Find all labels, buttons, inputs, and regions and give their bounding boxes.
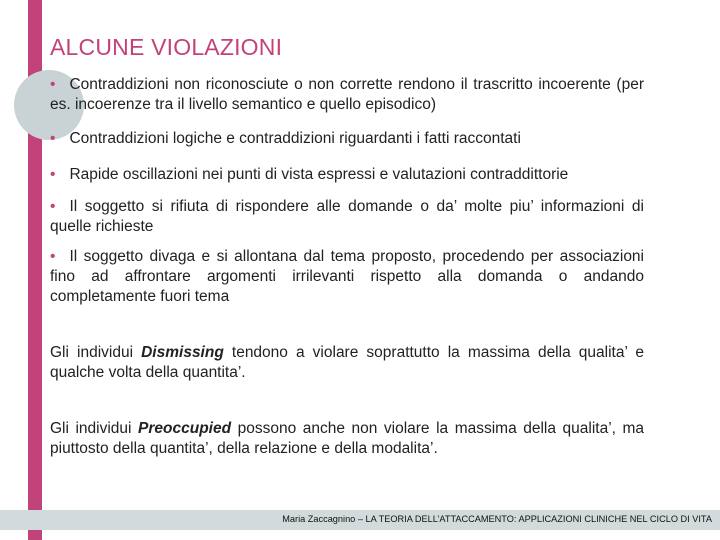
slide-content (50, 75, 644, 459)
paragraph-preoccupied (50, 419, 644, 459)
bullet-marker: • (50, 248, 56, 265)
paragraph-text: Gli individui (50, 420, 139, 437)
slide-title: ALCUNE VIOLAZIONI (50, 34, 283, 60)
emphasis-preoccupied: Preoccupied (138, 420, 232, 437)
bullet-item (50, 75, 644, 115)
bullet-marker: • (50, 198, 56, 215)
paragraph-text: Gli individui (50, 344, 142, 361)
bullet-text: Rapide oscillazioni nei punti di vista espressi e valutazioni contraddittorie (69, 166, 569, 183)
bullet-item (50, 247, 644, 307)
paragraph-dismissing (50, 343, 644, 383)
bullet-item (50, 197, 644, 237)
bullet-text: Contraddizioni non riconosciute o non corrette rendono il trascritto incoerente (per es. incoerenze tra il livello semantico e quello episodico) (50, 76, 644, 113)
bullet-text: Contraddizioni logiche e contraddizioni riguardanti i fatti raccontati (69, 130, 521, 147)
paragraph-text: possono anche non violare la massima della qualita’, ma piuttosto della quantita’, della relazione e della modalita’. (50, 420, 645, 457)
paragraph-text: tendono a violare soprattutto la massima della qualita’ e qualche volta della quantita’. (50, 344, 645, 381)
footer-credit: Maria Zaccagnino – LA TEORIA DELL’ATTACCAMENTO: APPLICAZIONI CLINICHE NEL CICLO DI VITA (282, 514, 712, 524)
bullet-text: Il soggetto divaga e si allontana dal tema proposto, procedendo per associazioni fino ad affrontare argomenti irrilevanti rispetto alla domanda o andando completamente fuori tema (50, 248, 644, 305)
bullet-item (50, 165, 644, 185)
bullet-marker: • (50, 166, 56, 183)
bullet-text: Il soggetto si rifiuta di rispondere alle domande o da’ molte piu’ informazioni di quelle richieste (50, 198, 644, 235)
bullet-item (50, 129, 644, 149)
emphasis-dismissing: Dismissing (141, 344, 224, 361)
bullet-marker: • (50, 130, 56, 147)
bullet-marker: • (50, 76, 56, 93)
